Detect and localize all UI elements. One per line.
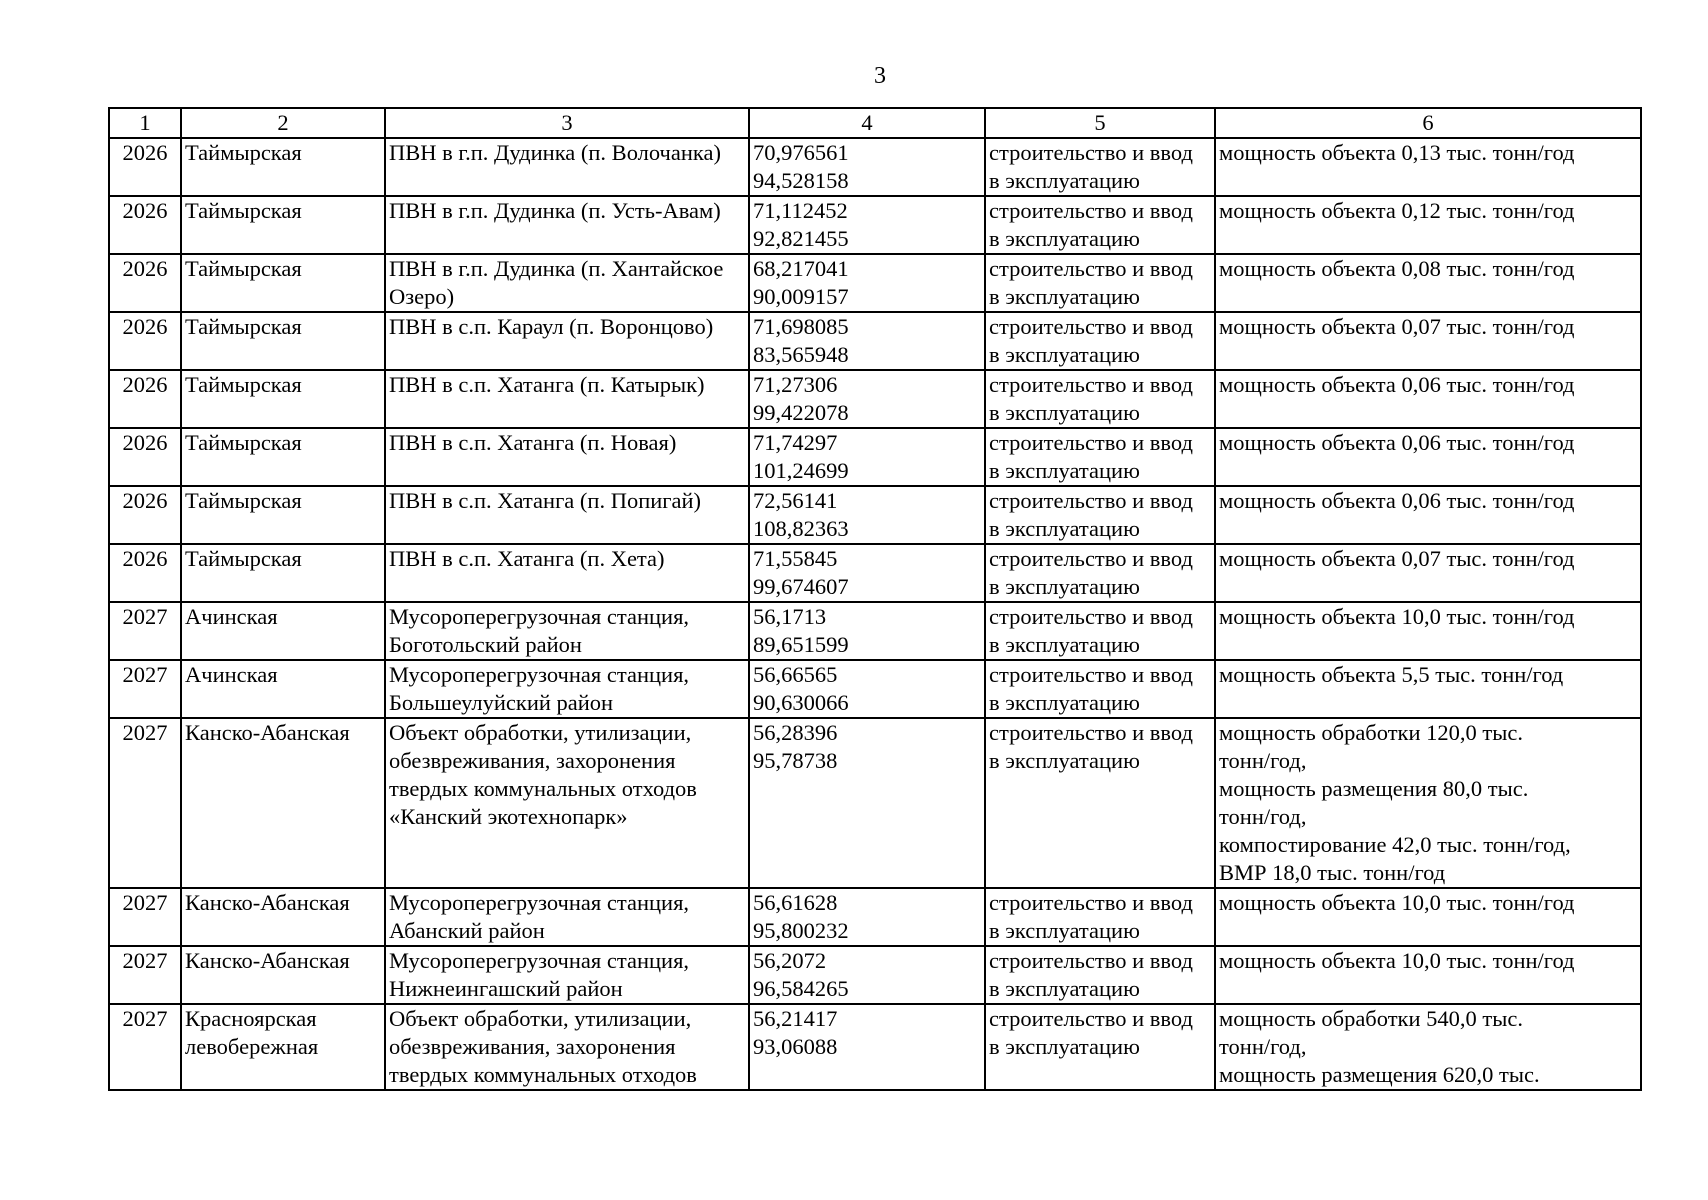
table-row [109,544,1641,602]
cell-capacity: мощность объекта 10,0 тыс. тонн/год [1215,602,1641,660]
header-row [109,108,1641,138]
cell-coordinates: 56,28396 95,78738 [749,718,985,888]
cell-action: строительство и ввод в эксплуатацию [985,370,1215,428]
page-number: 3 [874,63,886,89]
table-body [109,138,1641,1090]
cell-capacity: мощность объекта 0,06 тыс. тонн/год [1215,486,1641,544]
cell-year: 2027 [109,888,181,946]
cell-action: строительство и ввод в эксплуатацию [985,254,1215,312]
cell-coordinates: 68,217041 90,009157 [749,254,985,312]
cell-object: ПВН в г.п. Дудинка (п. Хантайское Озеро) [385,254,749,312]
cell-capacity: мощность обработки 540,0 тыс. тонн/год, мощность размещения 620,0 тыс. [1215,1004,1641,1090]
cell-action: строительство и ввод в эксплуатацию [985,486,1215,544]
cell-action: строительство и ввод в эксплуатацию [985,196,1215,254]
cell-object: ПВН в с.п. Хатанга (п. Попигай) [385,486,749,544]
cell-object: ПВН в с.п. Караул (п. Воронцово) [385,312,749,370]
table-row [109,254,1641,312]
cell-capacity: мощность объекта 10,0 тыс. тонн/год [1215,946,1641,1004]
header-col-2: 2 [181,108,385,138]
cell-coordinates: 56,1713 89,651599 [749,602,985,660]
cell-object: ПВН в г.п. Дудинка (п. Усть-Авам) [385,196,749,254]
cell-year: 2027 [109,946,181,1004]
cell-year: 2027 [109,718,181,888]
cell-coordinates: 71,27306 99,422078 [749,370,985,428]
cell-coordinates: 71,112452 92,821455 [749,196,985,254]
cell-year: 2026 [109,486,181,544]
cell-coordinates: 71,55845 99,674607 [749,544,985,602]
cell-capacity: мощность объекта 0,06 тыс. тонн/год [1215,428,1641,486]
cell-capacity: мощность объекта 0,12 тыс. тонн/год [1215,196,1641,254]
cell-object: Мусороперегрузочная станция, Абанский район [385,888,749,946]
cell-year: 2026 [109,138,181,196]
cell-zone: Ачинская [181,602,385,660]
cell-zone: Канско-Абанская [181,888,385,946]
cell-year: 2026 [109,196,181,254]
cell-object: ПВН в с.п. Хатанга (п. Хета) [385,544,749,602]
cell-year: 2026 [109,254,181,312]
cell-action: строительство и ввод в эксплуатацию [985,660,1215,718]
cell-capacity: мощность обработки 120,0 тыс. тонн/год, мощность размещения 80,0 тыс. тонн/год, компостирование 42,0 тыс. тонн/год, ВМР 18,0 тыс. тонн/год [1215,718,1641,888]
cell-capacity: мощность объекта 0,07 тыс. тонн/год [1215,312,1641,370]
cell-year: 2027 [109,602,181,660]
cell-object: Объект обработки, утилизации, обезвреживания, захоронения твердых коммунальных отходов [385,1004,749,1090]
cell-year: 2026 [109,428,181,486]
header-col-4: 4 [749,108,985,138]
cell-capacity: мощность объекта 0,13 тыс. тонн/год [1215,138,1641,196]
table-row [109,428,1641,486]
table-row [109,312,1641,370]
cell-year: 2027 [109,1004,181,1090]
header-col-6: 6 [1215,108,1641,138]
cell-zone: Канско-Абанская [181,718,385,888]
cell-object: Мусороперегрузочная станция, Большеулуйский район [385,660,749,718]
cell-coordinates: 56,66565 90,630066 [749,660,985,718]
cell-object: ПВН в г.п. Дудинка (п. Волочанка) [385,138,749,196]
table-header [109,108,1641,138]
cell-year: 2026 [109,544,181,602]
cell-capacity: мощность объекта 5,5 тыс. тонн/год [1215,660,1641,718]
cell-action: строительство и ввод в эксплуатацию [985,138,1215,196]
cell-coordinates: 72,56141 108,82363 [749,486,985,544]
cell-action: строительство и ввод в эксплуатацию [985,602,1215,660]
cell-capacity: мощность объекта 0,06 тыс. тонн/год [1215,370,1641,428]
header-col-3: 3 [385,108,749,138]
cell-zone: Таймырская [181,486,385,544]
cell-capacity: мощность объекта 10,0 тыс. тонн/год [1215,888,1641,946]
cell-action: строительство и ввод в эксплуатацию [985,544,1215,602]
cell-coordinates: 71,74297 101,24699 [749,428,985,486]
cell-zone: Красноярская левобережная [181,1004,385,1090]
table-row [109,196,1641,254]
cell-capacity: мощность объекта 0,07 тыс. тонн/год [1215,544,1641,602]
cell-action: строительство и ввод в эксплуатацию [985,888,1215,946]
cell-coordinates: 56,21417 93,06088 [749,1004,985,1090]
cell-object: Объект обработки, утилизации, обезвреживания, захоронения твердых коммунальных отходов «Канский экотехнопарк» [385,718,749,888]
cell-action: строительство и ввод в эксплуатацию [985,718,1215,888]
cell-action: строительство и ввод в эксплуатацию [985,312,1215,370]
objects-table [108,107,1642,1091]
cell-zone: Ачинская [181,660,385,718]
table-row [109,602,1641,660]
cell-year: 2026 [109,370,181,428]
table-row [109,946,1641,1004]
cell-zone: Таймырская [181,254,385,312]
header-col-5: 5 [985,108,1215,138]
cell-coordinates: 71,698085 83,565948 [749,312,985,370]
table-row [109,138,1641,196]
cell-year: 2026 [109,312,181,370]
cell-object: Мусороперегрузочная станция, Боготольский район [385,602,749,660]
table-row [109,486,1641,544]
header-col-1: 1 [109,108,181,138]
cell-zone: Таймырская [181,370,385,428]
table-row [109,1004,1641,1090]
cell-coordinates: 56,2072 96,584265 [749,946,985,1004]
cell-action: строительство и ввод в эксплуатацию [985,428,1215,486]
cell-coordinates: 56,61628 95,800232 [749,888,985,946]
cell-capacity: мощность объекта 0,08 тыс. тонн/год [1215,254,1641,312]
cell-zone: Канско-Абанская [181,946,385,1004]
cell-zone: Таймырская [181,544,385,602]
cell-object: ПВН в с.п. Хатанга (п. Новая) [385,428,749,486]
cell-object: ПВН в с.п. Хатанга (п. Катырык) [385,370,749,428]
cell-zone: Таймырская [181,138,385,196]
table-row [109,370,1641,428]
cell-zone: Таймырская [181,196,385,254]
cell-action: строительство и ввод в эксплуатацию [985,946,1215,1004]
table-row [109,660,1641,718]
cell-zone: Таймырская [181,312,385,370]
cell-object: Мусороперегрузочная станция, Нижнеингашский район [385,946,749,1004]
table-row [109,718,1641,888]
cell-year: 2027 [109,660,181,718]
cell-coordinates: 70,976561 94,528158 [749,138,985,196]
cell-zone: Таймырская [181,428,385,486]
table-row [109,888,1641,946]
cell-action: строительство и ввод в эксплуатацию [985,1004,1215,1090]
